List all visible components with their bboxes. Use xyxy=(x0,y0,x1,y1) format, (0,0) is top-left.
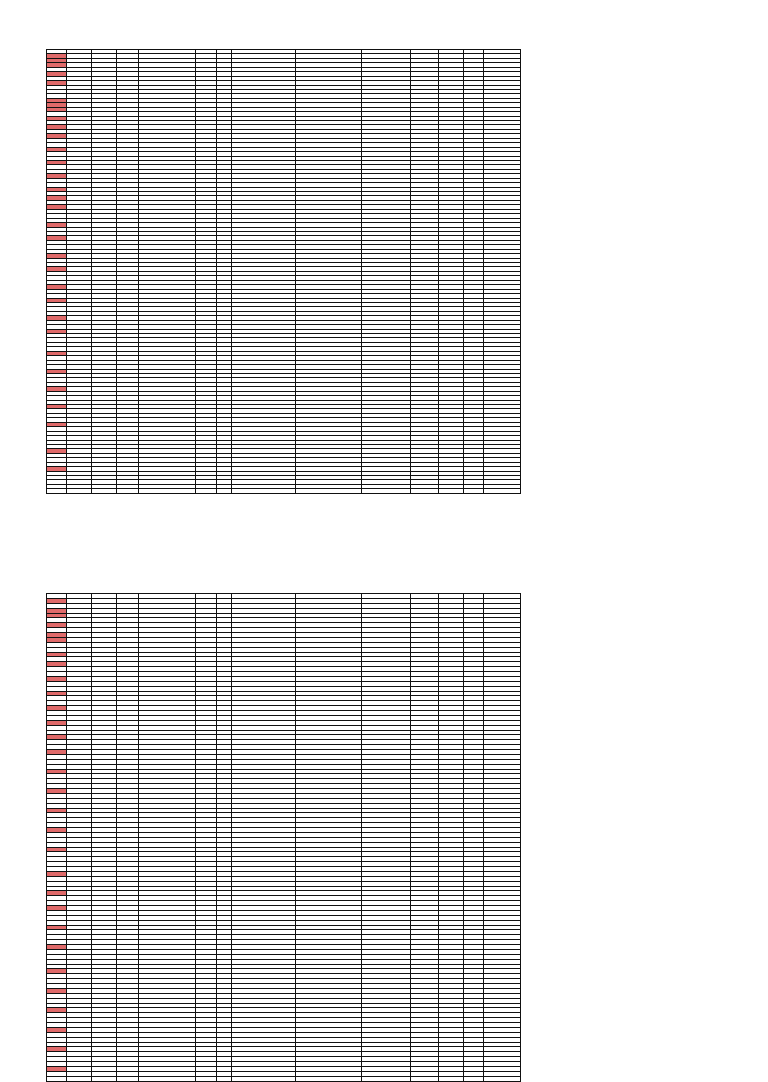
table-cell xyxy=(296,489,362,493)
table-cell xyxy=(232,1076,296,1081)
table-cell xyxy=(47,1076,67,1081)
table-cell xyxy=(67,489,92,493)
table-cell xyxy=(484,1076,521,1081)
table-cell xyxy=(117,1076,139,1081)
table-cell xyxy=(362,489,411,493)
table-cell xyxy=(411,489,439,493)
table-cell xyxy=(362,1076,411,1081)
table-cell xyxy=(47,489,67,493)
table-cell xyxy=(217,1076,232,1081)
table-body xyxy=(47,50,521,494)
table-body xyxy=(47,594,521,1082)
table-cell xyxy=(439,1076,464,1081)
table-cell xyxy=(117,489,139,493)
spreadsheet-table-page-2 xyxy=(46,593,521,1082)
table-cell xyxy=(217,489,232,493)
table-cell xyxy=(411,1076,439,1081)
table-cell xyxy=(464,489,484,493)
table-cell xyxy=(196,489,217,493)
table-cell xyxy=(232,489,296,493)
table-cell xyxy=(92,1076,117,1081)
table-cell xyxy=(196,1076,217,1081)
table-cell xyxy=(67,1076,92,1081)
table-cell xyxy=(464,1076,484,1081)
table-cell xyxy=(484,489,521,493)
table-cell xyxy=(92,489,117,493)
table-row xyxy=(47,489,521,493)
table-cell xyxy=(139,489,196,493)
table-cell xyxy=(439,489,464,493)
table-cell xyxy=(139,1076,196,1081)
table-row xyxy=(47,1076,521,1081)
table-cell xyxy=(296,1076,362,1081)
spreadsheet-table-page-1 xyxy=(46,49,521,494)
